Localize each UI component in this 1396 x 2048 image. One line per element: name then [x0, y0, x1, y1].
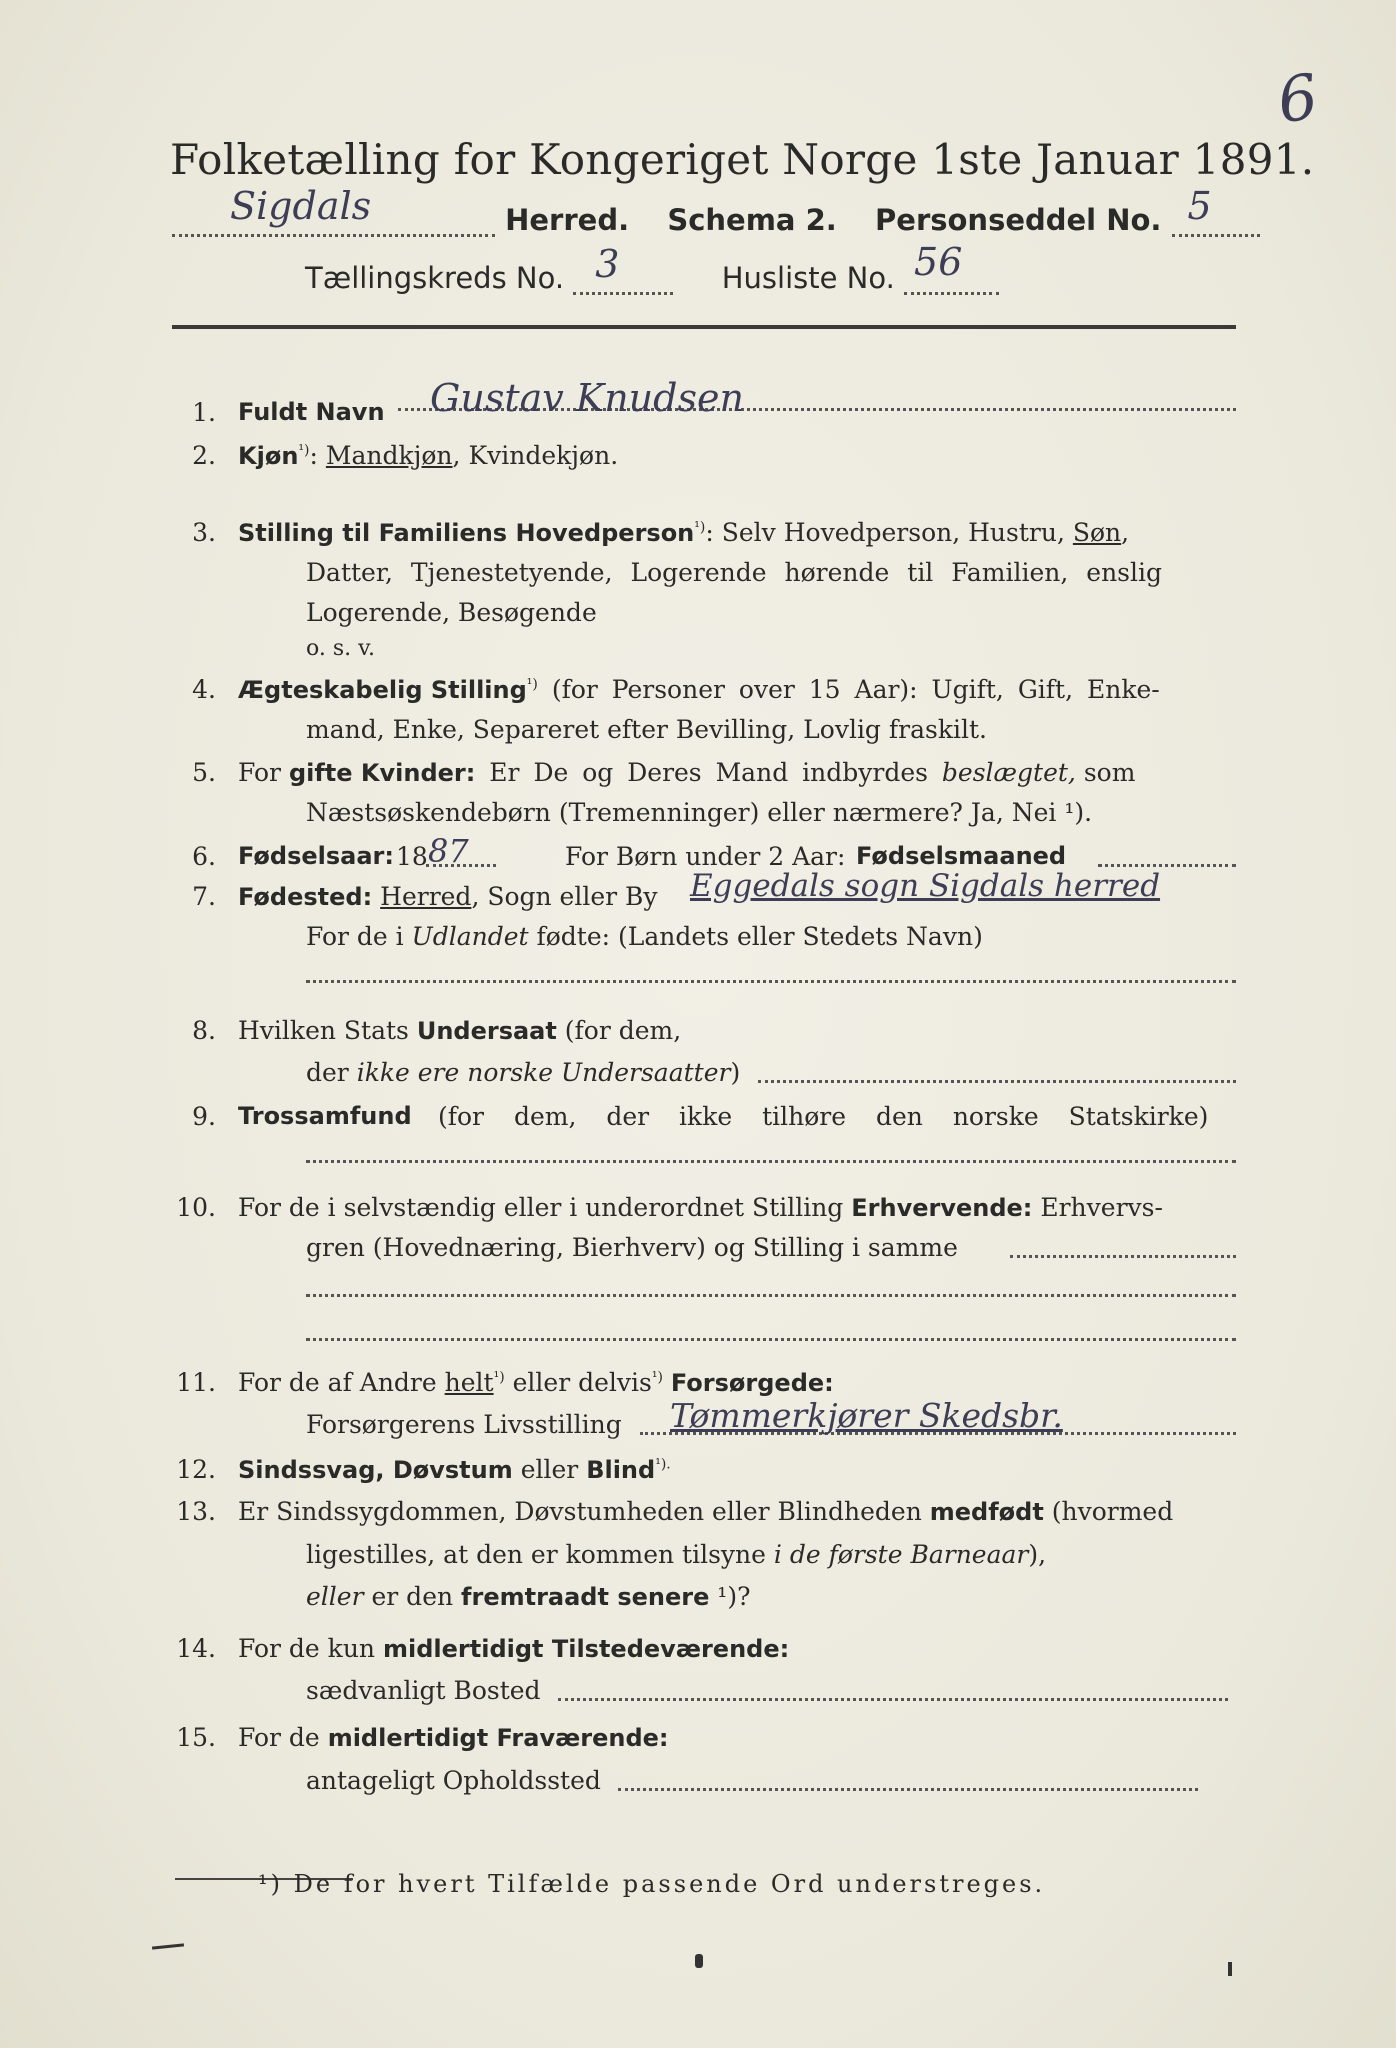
- schema-label: Schema 2.: [667, 203, 837, 237]
- fodselsmaaned-field[interactable]: [1098, 864, 1236, 867]
- fuldt-navn-label: Fuldt Navn: [238, 398, 385, 426]
- erhverv-field-1[interactable]: [1010, 1255, 1236, 1258]
- fremtraadt-label: fremtraadt senere: [461, 1583, 710, 1611]
- fodselsaar-label: Fødselsaar:: [238, 842, 394, 870]
- fodselsmaaned-label: Fødselsmaaned: [856, 842, 1067, 870]
- header-divider: [172, 325, 1236, 329]
- taellingskreds-value: 3: [595, 242, 620, 286]
- erhverv-field-3[interactable]: [306, 1338, 1236, 1341]
- opholdssted-field[interactable]: [618, 1788, 1198, 1791]
- erhvervende-label: Erhvervende:: [851, 1194, 1033, 1222]
- personseddel-value: 5: [1187, 184, 1212, 228]
- livsstilling-value: Tømmerkjører Skedsbr.: [670, 1396, 1063, 1435]
- forsorgede-label: Forsørgede:: [670, 1369, 834, 1397]
- blind-label: Blind: [586, 1456, 656, 1484]
- medfodt-label: medfødt: [929, 1498, 1044, 1526]
- trossamfund-field[interactable]: [306, 1160, 1236, 1163]
- personseddel-label: Personseddel No.: [875, 203, 1162, 237]
- forsorget-option-helt[interactable]: helt: [444, 1368, 494, 1397]
- undersaat-label: Undersaat: [416, 1017, 557, 1045]
- stilling-label: Stilling til Familiens Hovedperson: [238, 519, 695, 547]
- herred-label: Herred.: [505, 203, 630, 237]
- stilling-option-son[interactable]: Søn: [1072, 518, 1122, 547]
- fuldt-navn-value: Gustav Knudsen: [430, 376, 744, 420]
- ink-mark: [695, 1954, 703, 1968]
- undersaat-field[interactable]: [758, 1080, 1236, 1083]
- ink-mark: [1228, 1962, 1232, 1976]
- gifte-kvinder-label: gifte Kvinder:: [288, 759, 476, 787]
- taellingskreds-field[interactable]: [573, 242, 673, 295]
- kjon-label: Kjøn: [238, 442, 299, 470]
- form-title: Folketælling for Kongeriget Norge 1ste Januar 1891.: [170, 135, 1315, 184]
- herred-field[interactable]: [172, 184, 495, 237]
- fodested-option-herred[interactable]: Herred: [380, 882, 472, 911]
- erhverv-field-2[interactable]: [306, 1294, 1236, 1297]
- fodested-label: Fødested:: [238, 883, 373, 911]
- tilstedevaerende-label: midlertidigt Tilstedeværende:: [382, 1635, 790, 1663]
- husliste-label: Husliste No.: [721, 261, 895, 295]
- trossamfund-label: Trossamfund: [238, 1102, 412, 1130]
- bosted-field[interactable]: [558, 1698, 1228, 1701]
- corner-number: 6: [1273, 59, 1323, 138]
- sindssvag-label: Sindssvag, Døvstum: [238, 1456, 513, 1484]
- ink-mark: [152, 1943, 184, 1949]
- herred-value: Sigdals: [230, 184, 372, 228]
- taellingskreds-label: Tællingskreds No.: [305, 261, 565, 295]
- census-form: Folketælling for Kongeriget Norge 1ste Januar 1891. 6 Sigdals Herred. Schema 2. Personseddel No. 5 Tællingskreds No. 3 Husliste No. 56 1. Fuldt Navn Gustav Knudsen 2. Kjøn$^{^1)}$: Mandkjøn, Kvindekjøn. 3. Stilling til Familiens Hovedperson$^{^1)}$: Selv Hovedperson, Hustru, Søn, Datter, Tjenestetyende, Logerende hørende til Familien, enslig Logerende, Besøgende o. s. v. 4. Ægteskabelig Stilling$^{^1)}$ (for Personer over 15 Aar): Ugift, Gift, Enke- mand, Enke, Separeret efter Bevilling, Lovlig fraskilt. 5. For gifte Kvinder: Er De og Deres Mand indbyrdes beslægtet, som Næstsøskendebørn (Tremenninger) eller nærmere? Ja, Nei ¹). 6. Fødselsaar: 18 87 For Børn under 2 Aar: Fødselsmaaned 7. Fødested: Herred, Sogn eller By Eggedals sogn Sigdals herred For de i Udlandet fødte: (Landets eller Stedets Navn) 8. Hvilken Stats Undersaat (for dem, der ikke ere norske Undersaatter) 9. Trossamfund (for dem, der ikke tilhøre den norske Statskirke) 10. For de i selvstændig eller i underordnet Stilling Erhvervende: Erhvervs- gren (Hovednæring, Bierhverv) og Stilling i samme 11. For de af Andre helt$^{^1)}$ eller delvis$^{^1)}$ Forsørgede: Forsørgerens Livsstilling Tømmerkjører Skedsbr. 12. Sindssvag, Døvstum eller Blind$^{^1).}$ 13. Er Sindssygdommen, Døvstumheden eller Blindheden medfødt (hvormed ligestilles, at den er kommen tilsyne i de første Barneaar), eller er den fremtraadt senere ¹)? 14. For de kun midlertidigt Tilstedeværende: sædvanligt Bosted 15. For de midlertidigt Fraværende: antageligt Opholdssted ¹) De for hvert Tilfælde passende Ord understreges.: [0, 0, 1396, 2048]
- fravaerende-label: midlertidigt Fraværende:: [327, 1724, 669, 1752]
- fodested-udland-field[interactable]: [306, 980, 1236, 983]
- personseddel-field[interactable]: [1172, 184, 1260, 237]
- husliste-value: 56: [914, 240, 963, 284]
- fodselsaar-value: 87: [428, 832, 469, 870]
- fodested-value: Eggedals sogn Sigdals herred: [690, 868, 1161, 904]
- footnote: ¹) De for hvert Tilfælde passende Ord understreges.: [258, 1870, 1046, 1898]
- aegteskab-label: Ægteskabelig Stilling: [238, 676, 527, 704]
- kjon-option-mandkjon[interactable]: Mandkjøn: [325, 441, 453, 470]
- husliste-field[interactable]: [904, 240, 999, 295]
